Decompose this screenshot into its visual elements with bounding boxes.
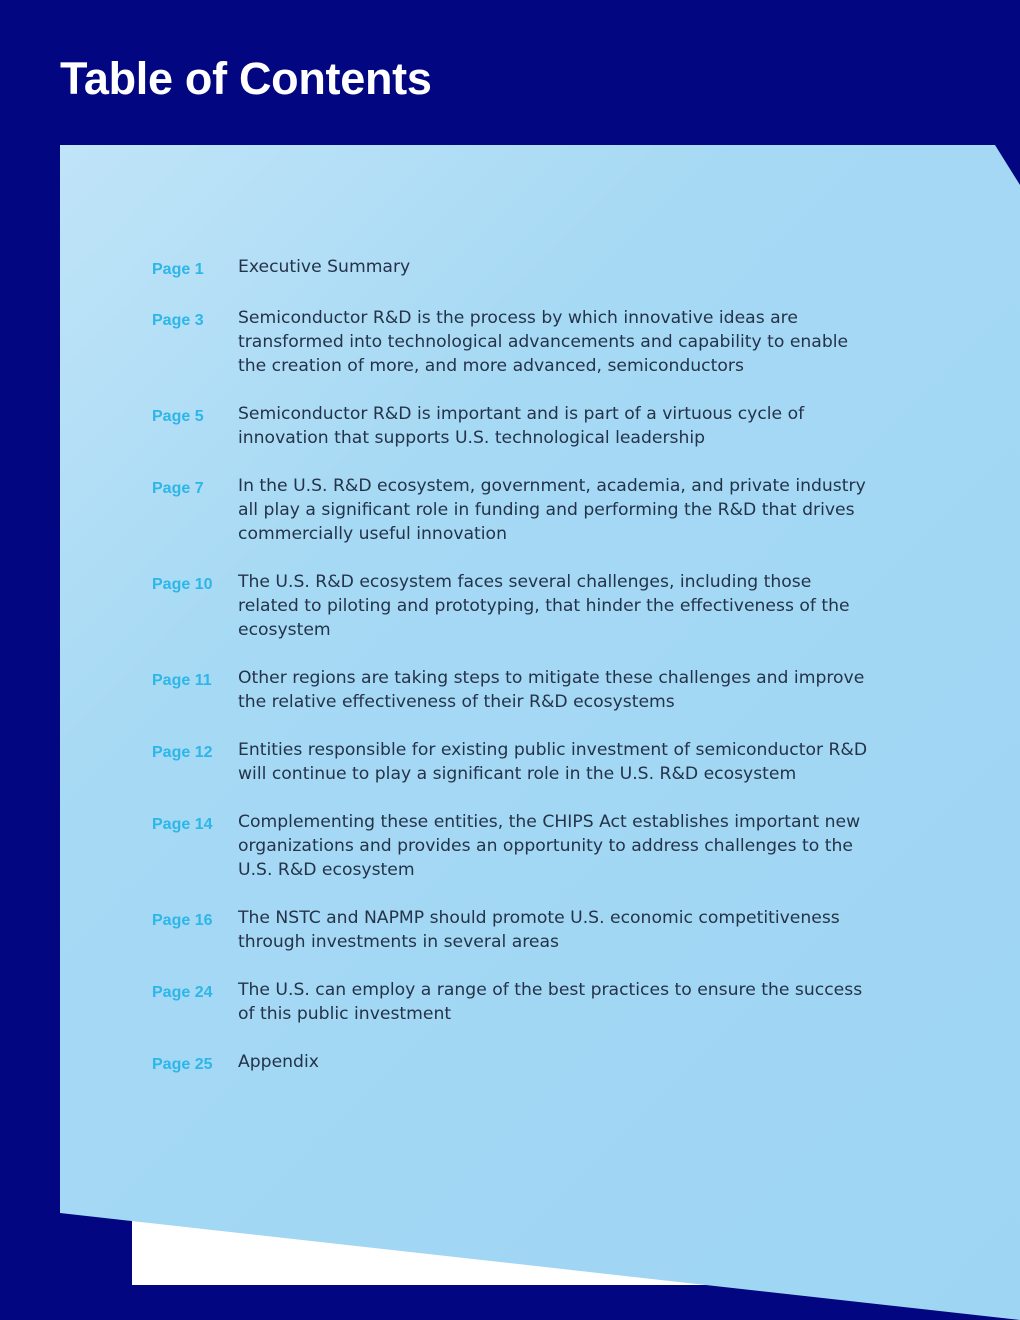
toc-entry[interactable] xyxy=(152,666,882,714)
toc-entry-title: Semiconductor R&D is important and is part of a virtuous cycle of innovation that supports U.S. technological leadership xyxy=(238,404,805,448)
toc-entry-title: Appendix xyxy=(238,1052,319,1072)
toc-page-number: Page 1 xyxy=(152,261,204,278)
toc-page-number: Page 7 xyxy=(152,480,204,497)
toc-entry[interactable] xyxy=(152,402,882,450)
toc-page-number: Page 5 xyxy=(152,408,204,425)
toc-page-number: Page 16 xyxy=(152,912,213,929)
toc-entry[interactable] xyxy=(152,906,882,954)
toc-page-number: Page 24 xyxy=(152,984,213,1001)
toc-page-number: Page 25 xyxy=(152,1056,213,1073)
toc-entry[interactable] xyxy=(152,1050,882,1077)
toc-entry[interactable] xyxy=(152,978,882,1026)
toc-entry-title: Executive Summary xyxy=(238,257,411,277)
toc-entry[interactable] xyxy=(152,255,882,282)
toc-entry-title: Entities responsible for existing public investment of semiconductor R&D will continue to play a significant role in the U.S. R&D ecosystem xyxy=(238,740,868,784)
toc-page-number: Page 14 xyxy=(152,816,213,833)
toc-entry-title: In the U.S. R&D ecosystem, government, academia, and private industry all play a significant role in funding and performing the R&D that drives commercially useful innovation xyxy=(238,476,866,544)
toc-entry-title: Complementing these entities, the CHIPS Act establishes important new organizations and provides an opportunity to address challenges to the U.S. R&D ecosystem xyxy=(238,812,861,880)
toc-entry[interactable] xyxy=(152,306,882,378)
toc-entry-title: The NSTC and NAPMP should promote U.S. economic competitiveness through investments in several areas xyxy=(238,908,840,952)
toc-page-number: Page 12 xyxy=(152,744,213,761)
toc-entry[interactable] xyxy=(152,810,882,882)
table-of-contents xyxy=(152,255,882,1101)
toc-page-number: Page 3 xyxy=(152,312,204,329)
toc-page-number: Page 10 xyxy=(152,576,213,593)
toc-entry[interactable] xyxy=(152,570,882,642)
toc-entry[interactable] xyxy=(152,738,882,786)
toc-page-number: Page 11 xyxy=(152,672,212,689)
page-title: Table of Contents xyxy=(60,53,432,104)
toc-entry-title: Other regions are taking steps to mitigate these challenges and improve the relative effectiveness of their R&D ecosystems xyxy=(238,668,865,712)
toc-entry[interactable] xyxy=(152,474,882,546)
toc-entry-title: The U.S. can employ a range of the best practices to ensure the success of this public investment xyxy=(238,980,863,1024)
toc-entry-title: Semiconductor R&D is the process by which innovative ideas are transformed into technological advancements and capability to enable the creation of more, and more advanced, semiconductors xyxy=(238,308,849,376)
toc-entry-title: The U.S. R&D ecosystem faces several challenges, including those related to piloting and prototyping, that hinder the effectiveness of the ecosystem xyxy=(238,572,850,640)
